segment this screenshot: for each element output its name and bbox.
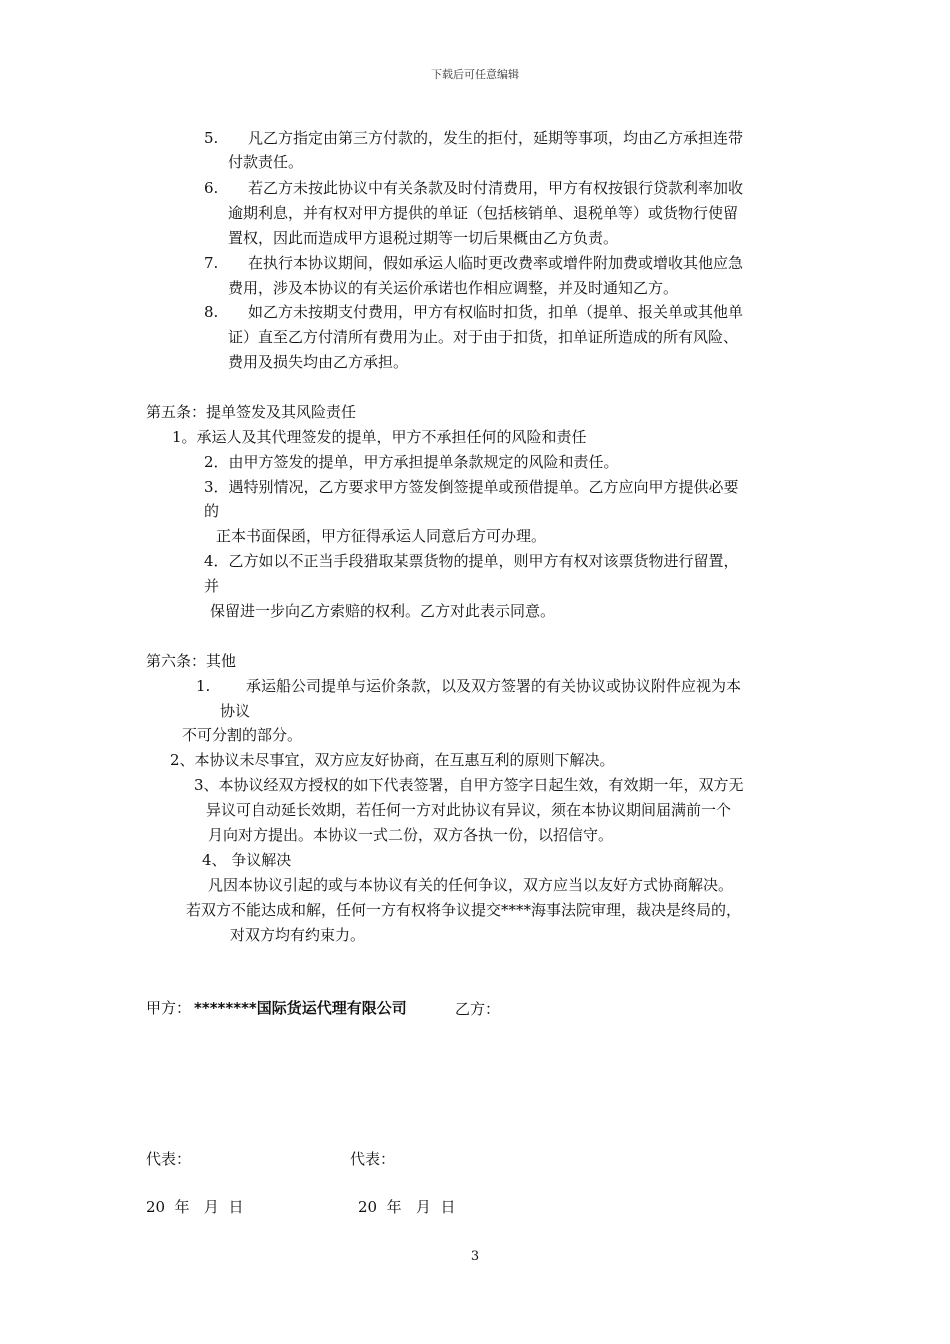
article-6-p1a: 承运船公司提单与运价条款，以及双方签署的有关协议或协议附件应视为本 (246, 677, 742, 695)
item-6-line2: 逾期利息，并有权对甲方提供的单证（包括核销单、退税单等）或货物行使留 (228, 204, 739, 222)
item-8-line2: 证）直至乙方付清所有费用为止。对于由于扣货，扣单证所造成的所有风险、 (228, 328, 739, 346)
article-5-p3c: 正本书面保函，甲方征得承运人同意后方可办理。 (216, 527, 547, 545)
item-7-line1: 在执行本协议期间，假如承运人临时更改费率或增件附加费或增收其他应急 (248, 254, 744, 272)
item-7-number: 7. (204, 254, 219, 272)
article-5-p2: 2．由甲方签发的提单，甲方承担提单条款规定的风险和责任。 (204, 453, 619, 471)
article-6-p4: 4、 争议解决 (202, 851, 292, 869)
article-6-p3b: 异议可自动延长效期，若任何一方对此协议有异议，须在本协议期间届满前一个 (206, 801, 732, 819)
article-6-p1b: 协议 (220, 702, 251, 720)
article-6-p1-number: 1. (196, 677, 211, 695)
article-6-p4b: 若双方不能达成和解，任何一方有权将争议提交****海事法院审理，裁决是终局的， (186, 901, 742, 919)
date-a: 20 年 月 日 (146, 1198, 244, 1216)
item-7-line2: 费用，涉及本协议的有关运价承诺也作相应调整，并及时通知乙方。 (228, 279, 679, 297)
representative-a-label: 代表： (146, 1150, 192, 1168)
article-5-p4b: 并 (204, 577, 220, 595)
article-5-p1: 1。承运人及其代理签发的提单，甲方不承担任何的风险和责任 (172, 428, 587, 446)
article-6-p3a: 3、本协议经双方授权的如下代表签署，自甲方签字日起生效，有效期一年，双方无 (194, 776, 744, 794)
page-header: 下载后可任意编辑 (431, 68, 519, 81)
article-6-p2: 2、本协议未尽事宜，双方应友好协商，在互惠互利的原则下解决。 (170, 751, 615, 769)
item-8-number: 8. (204, 303, 219, 321)
article-5-p4a: 4．乙方如以不正当手段猎取某票货物的提单，则甲方有权对该票货物进行留置， (204, 552, 739, 570)
item-8-line3: 费用及损失均由乙方承担。 (228, 353, 409, 371)
article-6-p4a: 凡因本协议引起的或与本协议有关的任何争议，双方应当以友好方式协商解决。 (208, 876, 734, 894)
date-b: 20 年 月 日 (358, 1198, 456, 1216)
party-b-label: 乙方： (455, 1000, 501, 1018)
article-6-title: 第六条：其他 (146, 652, 237, 670)
party-a-label: 甲方： (146, 999, 192, 1017)
article-6-p3c: 月向对方提出。本协议一式二份，双方各执一份，以招信守。 (208, 826, 614, 844)
item-5-line1: 凡乙方指定由第三方付款的，发生的拒付，延期等事项，均由乙方承担连带 (248, 129, 744, 147)
page-number: 3 (470, 1249, 480, 1264)
article-5-p3b: 的 (204, 502, 220, 520)
item-6-line3: 置权，因此而造成甲方退税过期等一切后果概由乙方负责。 (228, 229, 619, 247)
article-6-p4c: 对双方均有约束力。 (230, 926, 366, 944)
item-5-line2: 付款责任。 (228, 153, 304, 171)
representative-b-label: 代表： (350, 1150, 396, 1168)
article-5-title: 第五条：提单签发及其风险责任 (146, 403, 357, 421)
item-5-number: 5. (204, 129, 219, 147)
item-8-line1: 如乙方未按期支付费用，甲方有权临时扣货，扣单（提单、报关单或其他单 (248, 303, 744, 321)
item-6-number: 6. (204, 179, 219, 197)
party-a-name: ********国际货运代理有限公司 (194, 999, 407, 1017)
article-5-p4c: 保留进一步向乙方索赔的权利。乙方对此表示同意。 (210, 602, 556, 620)
article-5-p3a: 3．遇特别情况，乙方要求甲方签发倒签提单或预借提单。乙方应向甲方提供必要 (204, 478, 739, 496)
item-6-line1: 若乙方未按此协议中有关条款及时付清费用，甲方有权按银行贷款利率加收 (248, 179, 744, 197)
article-6-p1c: 不可分割的部分。 (182, 726, 303, 744)
